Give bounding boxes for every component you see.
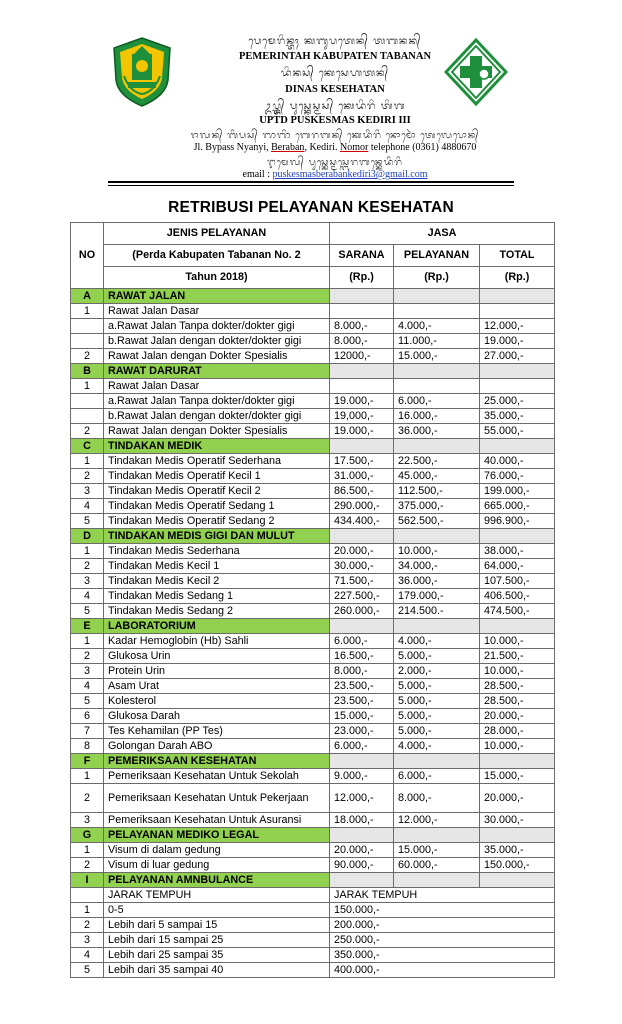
total-value: 10.000,-: [480, 664, 555, 679]
total-value: 76.000,-: [480, 469, 555, 484]
ambulance-fee: 200.000,-: [330, 918, 555, 933]
section-letter: E: [71, 619, 104, 634]
service-name: Tindakan Medis Operatif Sedang 1: [104, 499, 330, 514]
section-title: RAWAT JALAN: [104, 289, 330, 304]
ambulance-fee: 150.000,-: [330, 903, 555, 918]
pelayanan-value: 12.000,-: [394, 813, 480, 828]
ambulance-row: [71, 888, 555, 903]
row-number: 7: [71, 724, 104, 739]
total-value: 40.000,-: [480, 454, 555, 469]
table-row: [71, 858, 555, 873]
total-value: [480, 379, 555, 394]
sarana-value: [330, 304, 394, 319]
table-row: [71, 709, 555, 724]
pelayanan-value: 6.000,-: [394, 394, 480, 409]
row-number: 5: [71, 694, 104, 709]
total-value: 10.000,-: [480, 739, 555, 754]
header-rule-thin: [108, 185, 514, 186]
total-value: 21.500,-: [480, 649, 555, 664]
header-total: TOTAL: [480, 245, 555, 267]
service-name: Tes Kehamilan (PP Tes): [104, 724, 330, 739]
header-no: NO: [71, 223, 104, 289]
service-name: Rawat Jalan dengan Dokter Spesialis: [104, 424, 330, 439]
ambulance-fee: 400.000,-: [330, 963, 555, 978]
header-unit-pelayanan: (Rp.): [394, 267, 480, 289]
service-name: Glukosa Darah: [104, 709, 330, 724]
sarana-value: 6.000,-: [330, 634, 394, 649]
ambulance-fee: JARAK TEMPUH: [330, 888, 555, 903]
total-value: 35.000,-: [480, 409, 555, 424]
total-value: 150.000,-: [480, 858, 555, 873]
pelayanan-value: 45.000,-: [394, 469, 480, 484]
puskesmas-logo-icon: [444, 38, 508, 106]
letterhead: [0, 0, 622, 190]
row-number: [71, 334, 104, 349]
document-title: RETRIBUSI PELAYANAN KESEHATAN: [168, 199, 454, 216]
sarana-value: 15.000,-: [330, 709, 394, 724]
header-sarana: SARANA: [330, 245, 394, 267]
sarana-value: 19.000,-: [330, 424, 394, 439]
ambulance-fee: 350.000,-: [330, 948, 555, 963]
sarana-value: 23.500,-: [330, 694, 394, 709]
section-row: [71, 529, 555, 544]
pelayanan-value: 5.000,-: [394, 724, 480, 739]
section-letter: G: [71, 828, 104, 843]
service-name: Kolesterol: [104, 694, 330, 709]
section-title: PELAYANAN MEDIKO LEGAL: [104, 828, 330, 843]
table-row: [71, 589, 555, 604]
table-row: [71, 679, 555, 694]
row-number: 2: [71, 559, 104, 574]
row-number: [71, 888, 104, 903]
row-number: 1: [71, 769, 104, 784]
service-name: Tindakan Medis Operatif Sederhana: [104, 454, 330, 469]
section-letter: B: [71, 364, 104, 379]
row-number: 2: [71, 918, 104, 933]
service-name: Kadar Hemoglobin (Hb) Sahli: [104, 634, 330, 649]
pelayanan-value: 5.000,-: [394, 679, 480, 694]
sarana-value: 227.500,-: [330, 589, 394, 604]
distance-label: Lebih dari 5 sampai 15: [104, 918, 330, 933]
row-number: 1: [71, 903, 104, 918]
service-name: Tindakan Medis Sederhana: [104, 544, 330, 559]
total-value: 25.000,-: [480, 394, 555, 409]
total-value: 15.000,-: [480, 769, 555, 784]
balinese-line-1: ᬧᬾᬫᬾᬭᬶᬦ᭄ᬢᬄ ᬓᬩᬸᬧᬢᬾᬦ᭄ ᬢᬩᬦᬦ᭄: [248, 36, 422, 47]
pelayanan-value: 36.000,-: [394, 424, 480, 439]
sarana-value: 18.000,-: [330, 813, 394, 828]
distance-label: 0-5: [104, 903, 330, 918]
table-row: [71, 454, 555, 469]
section-letter: A: [71, 289, 104, 304]
row-number: 2: [71, 649, 104, 664]
section-letter: I: [71, 873, 104, 888]
section-empty-cell: [330, 289, 394, 304]
table-row: [71, 724, 555, 739]
table-row: [71, 334, 555, 349]
row-number: 1: [71, 379, 104, 394]
row-number: [71, 394, 104, 409]
section-empty-cell: [480, 529, 555, 544]
total-value: 406.500,-: [480, 589, 555, 604]
section-empty-cell: [480, 754, 555, 769]
table-row: [71, 843, 555, 858]
total-value: 30.000,-: [480, 813, 555, 828]
pelayanan-value: 11.000,-: [394, 334, 480, 349]
total-value: 28.000,-: [480, 724, 555, 739]
total-value: 10.000,-: [480, 634, 555, 649]
service-name: Rawat Jalan dengan Dokter Spesialis: [104, 349, 330, 364]
pelayanan-value: 562.500,-: [394, 514, 480, 529]
total-value: 35.000,-: [480, 843, 555, 858]
address-part: Jl. Bypass Nyanyi,: [193, 142, 272, 153]
sarana-value: 30.000,-: [330, 559, 394, 574]
table-row: [71, 574, 555, 589]
unit-name: UPTD PUSKESMAS KEDIRI III: [259, 115, 411, 126]
row-number: 4: [71, 589, 104, 604]
sarana-value: 71.500,-: [330, 574, 394, 589]
sarana-value: 16.500,-: [330, 649, 394, 664]
pelayanan-value: 8.000,-: [394, 784, 480, 813]
total-value: 12.000,-: [480, 319, 555, 334]
section-row: [71, 828, 555, 843]
row-number: 3: [71, 933, 104, 948]
section-title: LABORATORIUM: [104, 619, 330, 634]
row-number: 3: [71, 574, 104, 589]
total-value: 20.000,-: [480, 709, 555, 724]
section-empty-cell: [330, 619, 394, 634]
total-value: 55.000,-: [480, 424, 555, 439]
section-row: [71, 364, 555, 379]
service-name: Protein Urin: [104, 664, 330, 679]
table-row: [71, 739, 555, 754]
pelayanan-value: 10.000,-: [394, 544, 480, 559]
pelayanan-value: 60.000,-: [394, 858, 480, 873]
service-name: Tindakan Medis Sedang 2: [104, 604, 330, 619]
service-name: Visum di luar gedung: [104, 858, 330, 873]
table-row: [71, 769, 555, 784]
service-name: Tindakan Medis Operatif Sedang 2: [104, 514, 330, 529]
sarana-value: 90.000,-: [330, 858, 394, 873]
total-value: 199.000,-: [480, 484, 555, 499]
section-empty-cell: [394, 439, 480, 454]
row-number: 1: [71, 843, 104, 858]
total-value: 474.500,-: [480, 604, 555, 619]
service-name: Tindakan Medis Sedang 1: [104, 589, 330, 604]
distance-label: JARAK TEMPUH: [104, 888, 330, 903]
table-row: [71, 649, 555, 664]
row-number: 1: [71, 454, 104, 469]
table-row: [71, 499, 555, 514]
sarana-value: 20.000,-: [330, 843, 394, 858]
sarana-value: 23.000,-: [330, 724, 394, 739]
sarana-value: 23.500,-: [330, 679, 394, 694]
pelayanan-value: 5.000,-: [394, 649, 480, 664]
balinese-line-5: ᬇᬫᬾᬮ᭄ ᬧᬸᬲ᭄ᬓᬾᬲ᭄ᬫᬲ᭄ᬩᬾᬭᬩᬦ᭄ᬓᬾᬤᬶᬭᬶ: [267, 158, 403, 168]
sarana-value: 9.000,-: [330, 769, 394, 784]
section-letter: F: [71, 754, 104, 769]
balinese-line-2: ᬤᬶᬦᬲ᭄ ᬓᬾᬲᬾᬳᬢᬦ᭄: [280, 68, 390, 79]
header-jenis-1: JENIS PELAYANAN: [104, 223, 330, 245]
pelayanan-value: 36.000,-: [394, 574, 480, 589]
table-row: [71, 394, 555, 409]
row-number: 2: [71, 469, 104, 484]
section-empty-cell: [480, 439, 555, 454]
pelayanan-value: 15.000,-: [394, 349, 480, 364]
header-rule-thick: [108, 181, 514, 183]
row-number: 5: [71, 963, 104, 978]
row-number: 3: [71, 813, 104, 828]
header-unit-total: (Rp.): [480, 267, 555, 289]
service-name: Tindakan Medis Kecil 2: [104, 574, 330, 589]
section-empty-cell: [394, 529, 480, 544]
header-unit-sarana: (Rp.): [330, 267, 394, 289]
table-row: [71, 694, 555, 709]
sarana-value: 86.500,-: [330, 484, 394, 499]
email-label: email :: [242, 169, 273, 180]
service-name: a.Rawat Jalan Tanpa dokter/dokter gigi: [104, 319, 330, 334]
sarana-value: 17.500,-: [330, 454, 394, 469]
sarana-value: 20.000,-: [330, 544, 394, 559]
service-name: a.Rawat Jalan Tanpa dokter/dokter gigi: [104, 394, 330, 409]
service-name: b.Rawat Jalan dengan dokter/dokter gigi: [104, 409, 330, 424]
row-number: 1: [71, 634, 104, 649]
pelayanan-value: 22.500,-: [394, 454, 480, 469]
total-value: 27.000,-: [480, 349, 555, 364]
table-row: [71, 634, 555, 649]
table-row: [71, 484, 555, 499]
service-name: Glukosa Urin: [104, 649, 330, 664]
section-letter: C: [71, 439, 104, 454]
section-empty-cell: [394, 754, 480, 769]
row-number: [71, 319, 104, 334]
total-value: 107.500,-: [480, 574, 555, 589]
section-empty-cell: [330, 364, 394, 379]
section-empty-cell: [480, 619, 555, 634]
table-row: [71, 319, 555, 334]
distance-label: Lebih dari 15 sampai 25: [104, 933, 330, 948]
header-jenis-2: (Perda Kabupaten Tabanan No. 2: [104, 245, 330, 267]
ambulance-row: [71, 963, 555, 978]
address-phone: telephone (0361) 4880670: [368, 142, 477, 153]
row-number: 4: [71, 499, 104, 514]
government-name: PEMERINTAH KABUPATEN TABANAN: [238, 51, 432, 62]
row-number: 6: [71, 709, 104, 724]
table-row: [71, 544, 555, 559]
service-name: Asam Urat: [104, 679, 330, 694]
total-value: 28.500,-: [480, 694, 555, 709]
address-village: Beraban: [271, 142, 305, 153]
address: [150, 142, 520, 153]
section-empty-cell: [480, 364, 555, 379]
total-value: 38.000,-: [480, 544, 555, 559]
pelayanan-value: [394, 304, 480, 319]
sarana-value: 12.000,-: [330, 784, 394, 813]
ambulance-fee: 250.000,-: [330, 933, 555, 948]
section-empty-cell: [330, 529, 394, 544]
row-number: 5: [71, 514, 104, 529]
row-number: 8: [71, 739, 104, 754]
total-value: 20.000,-: [480, 784, 555, 813]
service-name: Rawat Jalan Dasar: [104, 379, 330, 394]
section-empty-cell: [480, 873, 555, 888]
header-jasa: JASA: [330, 223, 555, 245]
row-number: 2: [71, 424, 104, 439]
section-empty-cell: [330, 439, 394, 454]
table-row: [71, 559, 555, 574]
section-row: [71, 754, 555, 769]
section-title: PEMERIKSAAN KESEHATAN: [104, 754, 330, 769]
sarana-value: 31.000,-: [330, 469, 394, 484]
sarana-value: 8.000,-: [330, 334, 394, 349]
sarana-value: 19.000,-: [330, 394, 394, 409]
sarana-value: 8.000,-: [330, 319, 394, 334]
section-empty-cell: [480, 828, 555, 843]
row-number: 2: [71, 858, 104, 873]
pelayanan-value: [394, 379, 480, 394]
pelayanan-value: 4.000,-: [394, 634, 480, 649]
section-title: TINDAKAN MEDIK: [104, 439, 330, 454]
ambulance-row: [71, 948, 555, 963]
service-name: Golongan Darah ABO: [104, 739, 330, 754]
total-value: 64.000,-: [480, 559, 555, 574]
table-row: [71, 604, 555, 619]
section-empty-cell: [480, 289, 555, 304]
section-row: [71, 873, 555, 888]
table-row: [71, 304, 555, 319]
section-empty-cell: [394, 828, 480, 843]
header-jenis-3: Tahun 2018): [104, 267, 330, 289]
fee-table-body: [71, 289, 555, 978]
pelayanan-value: 112.500,-: [394, 484, 480, 499]
ambulance-row: [71, 903, 555, 918]
row-number: 3: [71, 664, 104, 679]
balinese-line-3: ᬉᬧ᭄ᬢ᭄ᬤ᭄ ᬧᬸᬲ᭄ᬓᬾᬲ᭄ᬫᬲ᭄ ᬓᬾᬤᬶᬭᬶ ᬢᬶᬕ: [264, 101, 406, 112]
sarana-value: 260.000,-: [330, 604, 394, 619]
sarana-value: [330, 379, 394, 394]
pelayanan-value: 5.000,-: [394, 709, 480, 724]
service-name: Tindakan Medis Kecil 1: [104, 559, 330, 574]
table-row: [71, 469, 555, 484]
row-number: 1: [71, 304, 104, 319]
sarana-value: 8.000,-: [330, 664, 394, 679]
section-letter: D: [71, 529, 104, 544]
ambulance-row: [71, 933, 555, 948]
table-row: [71, 424, 555, 439]
address-nomor: Nomor: [339, 142, 369, 153]
sarana-value: 290.000,-: [330, 499, 394, 514]
section-title: PELAYANAN AMNBULANCE: [104, 873, 330, 888]
pelayanan-value: 6.000,-: [394, 769, 480, 784]
row-number: 1: [71, 544, 104, 559]
row-number: 2: [71, 784, 104, 813]
section-row: [71, 619, 555, 634]
pelayanan-value: 5.000,-: [394, 694, 480, 709]
row-number: 5: [71, 604, 104, 619]
department-name: DINAS KESEHATAN: [285, 84, 385, 95]
balinese-line-4: ᬚᬮᬦ᭄ ᬩᬶᬧᬲ᭄ ᬜᬜᬶ ᬩᬾᬭᬩᬦ᭄ ᬓᬾᬤᬶᬭᬶ ᬦᭀᬫᭀᬃ ᬢᬾᬮᬾᬧᭀᬦ᭄: [190, 131, 480, 141]
pelayanan-value: 214.500.-: [394, 604, 480, 619]
row-number: 4: [71, 948, 104, 963]
section-empty-cell: [394, 364, 480, 379]
service-name: Rawat Jalan Dasar: [104, 304, 330, 319]
distance-label: Lebih dari 25 sampai 35: [104, 948, 330, 963]
section-empty-cell: [394, 289, 480, 304]
service-name: Pemeriksaan Kesehatan Untuk Asuransi: [104, 813, 330, 828]
section-empty-cell: [394, 873, 480, 888]
section-row: [71, 289, 555, 304]
pelayanan-value: 34.000,-: [394, 559, 480, 574]
row-number: 2: [71, 349, 104, 364]
section-title: TINDAKAN MEDIS GIGI DAN MULUT: [104, 529, 330, 544]
pelayanan-value: 179.000,-: [394, 589, 480, 604]
sarana-value: 6.000,-: [330, 739, 394, 754]
section-row: [71, 439, 555, 454]
sarana-value: 12000,-: [330, 349, 394, 364]
pelayanan-value: 4.000,-: [394, 319, 480, 334]
fee-table: [70, 222, 555, 978]
table-row: [71, 664, 555, 679]
table-row: [71, 813, 555, 828]
section-empty-cell: [330, 754, 394, 769]
service-name: Visum di dalam gedung: [104, 843, 330, 858]
service-name: Pemeriksaan Kesehatan Untuk Sekolah: [104, 769, 330, 784]
sarana-value: 434.400,-: [330, 514, 394, 529]
table-row: [71, 409, 555, 424]
service-name: Tindakan Medis Operatif Kecil 1: [104, 469, 330, 484]
table-row: [71, 784, 555, 813]
section-empty-cell: [330, 873, 394, 888]
total-value: 28.500,-: [480, 679, 555, 694]
pelayanan-value: 16.000,-: [394, 409, 480, 424]
pelayanan-value: 15.000,-: [394, 843, 480, 858]
table-row: [71, 349, 555, 364]
total-value: 665.000,-: [480, 499, 555, 514]
ambulance-row: [71, 918, 555, 933]
row-number: 3: [71, 484, 104, 499]
email-link[interactable]: puskesmasberabankediri3@gmail.com: [272, 169, 428, 180]
distance-label: Lebih dari 35 sampai 40: [104, 963, 330, 978]
table-row: [71, 514, 555, 529]
address-part: , Kediri.: [304, 142, 340, 153]
header-pelayanan: PELAYANAN: [394, 245, 480, 267]
row-number: [71, 409, 104, 424]
pelayanan-value: 375.000,-: [394, 499, 480, 514]
sarana-value: 19,000,-: [330, 409, 394, 424]
total-value: [480, 304, 555, 319]
service-name: b.Rawat Jalan dengan dokter/dokter gigi: [104, 334, 330, 349]
section-title: RAWAT DARURAT: [104, 364, 330, 379]
section-empty-cell: [330, 828, 394, 843]
service-name: Pemeriksaan Kesehatan Untuk Pekerjaan: [104, 784, 330, 813]
total-value: 19.000,-: [480, 334, 555, 349]
email-line: [150, 169, 520, 180]
row-number: 4: [71, 679, 104, 694]
pelayanan-value: 2.000,-: [394, 664, 480, 679]
total-value: 996.900,-: [480, 514, 555, 529]
pelayanan-value: 4.000,-: [394, 739, 480, 754]
section-empty-cell: [394, 619, 480, 634]
service-name: Tindakan Medis Operatif Kecil 2: [104, 484, 330, 499]
table-row: [71, 379, 555, 394]
